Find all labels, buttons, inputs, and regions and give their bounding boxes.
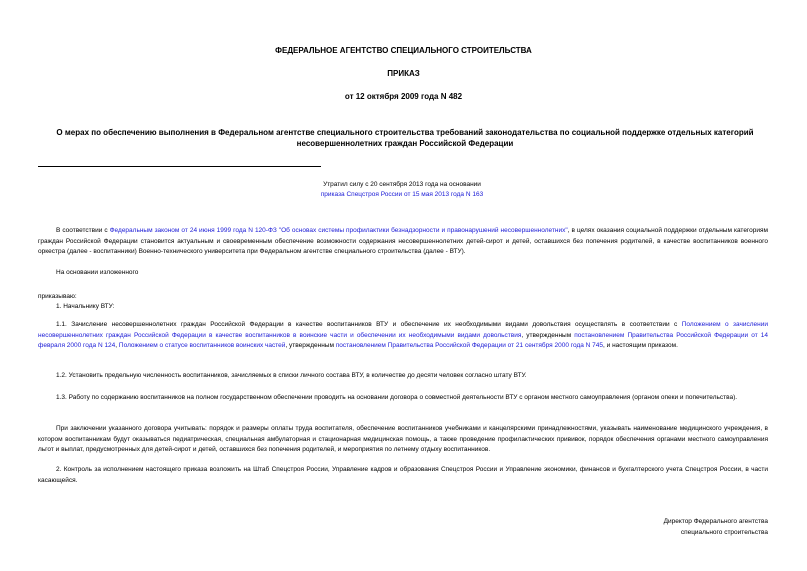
preamble-suffix: , в целях оказания социальной поддержки отдельным категориям граждан Российской Федерации становится актуальным и своевременным обеспечение возможности содержания несовершеннолетних детей-сирот и детей, оставшихся без попечения родителей, в качестве воспитанников военного оркестра (далее - воспитанники) Военно-технического университета при Федеральном агентстве специального строительства (далее - ВТУ). (38, 227, 769, 255)
law-link[interactable]: Федеральным законом от 24 июня 1999 года N 120-ФЗ "Об основах системы профилактики безнадзорности и правонарушений несовершеннолетних" (109, 227, 568, 234)
item-1-3: 1.3. Работу по содержанию воспитанников на полном государственном обеспечении проводить на основании договора о совместной деятельности ВТУ с органом местного самоуправления (органом опеки и попечительства). (56, 394, 738, 401)
date-number: от 12 октября 2009 года N 482 (344, 92, 463, 101)
item-1-1 (38, 320, 768, 352)
item-1-2: 1.2. Установить предельную численность воспитанников, зачисляемых в списки личного состава ВТУ, в количестве до десяти человек согласно штату ВТУ. (56, 372, 527, 379)
decree-745-link[interactable]: постановлением Правительства Российской Федерации от 21 сентября 2000 года N 745 (335, 342, 604, 349)
signature-line-2: специального строительства (680, 529, 768, 536)
divider (38, 166, 321, 167)
regulation-link[interactable]: Положением о зачислении несовершеннолетних граждан Российской Федерации в качестве воспитанников в воинские части и обеспечении их необходимыми видами довольствия (38, 321, 768, 339)
status-regulation-link[interactable]: Положением о статусе воспитанников воинских частей (118, 342, 286, 349)
order-word: приказываю: (38, 293, 77, 300)
item-1-1-text: , утвержденным (285, 342, 336, 349)
item-1-1-text: , и настоящим приказом. (603, 342, 678, 349)
item-2: 2. Контроль за исполнением настоящего приказа возложить на Штаб Спецстроя России, Управление кадров и образования Спецстроя России и Управление экономики, финансов и бухгалтерского учета Спецстроя России, в части касающейся. (38, 466, 768, 484)
contract-paragraph: При заключении указанного договора учитывать: порядок и размеры оплаты труда воспитателя, обеспечение воспитанников учебниками и канцелярскими принадлежностями, указывать наименование медицинского учреждения, в котором воспитанникам будут оказываться педиатрическая, специальная амбулаторная и стационарная медицинская помощь, а также проведение профилактических прививок, порядок обеспечения органами местного самоуправления льгот и выплат, предусмотренных для детей-сирот и детей, оставшихся без попечения родителей, и мероприятия по летнему отдыху воспитанников. (38, 425, 768, 453)
signature-line-1: Директор Федерального агентства (663, 518, 768, 525)
item-1-1-text: 1.1. Зачисление несовершеннолетних граждан Российской Федерации в качестве воспитанников ВТУ и обеспечение их необходимыми видами довольствия осуществлять в соответствии с (56, 321, 682, 328)
decree-124-link[interactable]: постановлением Правительства Российской Федерации от 14 февраля 2000 года N 124 (38, 331, 768, 349)
item-1-1-text: , (115, 342, 119, 349)
agency-name: ФЕДЕРАЛЬНОЕ АГЕНТСТВО СПЕЦИАЛЬНОГО СТРОИТЕЛЬСТВА (275, 46, 532, 55)
validity-link[interactable]: приказа Спецстроя России от 15 мая 2013 года N 163 (320, 191, 484, 198)
item-1-1-text: , утвержденным (521, 331, 575, 339)
validity-note: Утратил силу с 20 сентября 2013 года на основании (323, 181, 481, 188)
preamble-paragraph (38, 226, 768, 258)
doc-type: ПРИКАЗ (387, 69, 420, 78)
basis-text: На основании изложенного (56, 269, 139, 276)
item-1: 1. Начальнику ВТУ: (56, 303, 115, 310)
page-title: О мерах по обеспечению выполнения в Федеральном агентстве специального строительства требований законодательства по социальной поддержке отдельных категорий несовершеннолетних граждан Российской Федерации (56, 128, 754, 148)
preamble-prefix: В соответствии с (56, 227, 110, 234)
